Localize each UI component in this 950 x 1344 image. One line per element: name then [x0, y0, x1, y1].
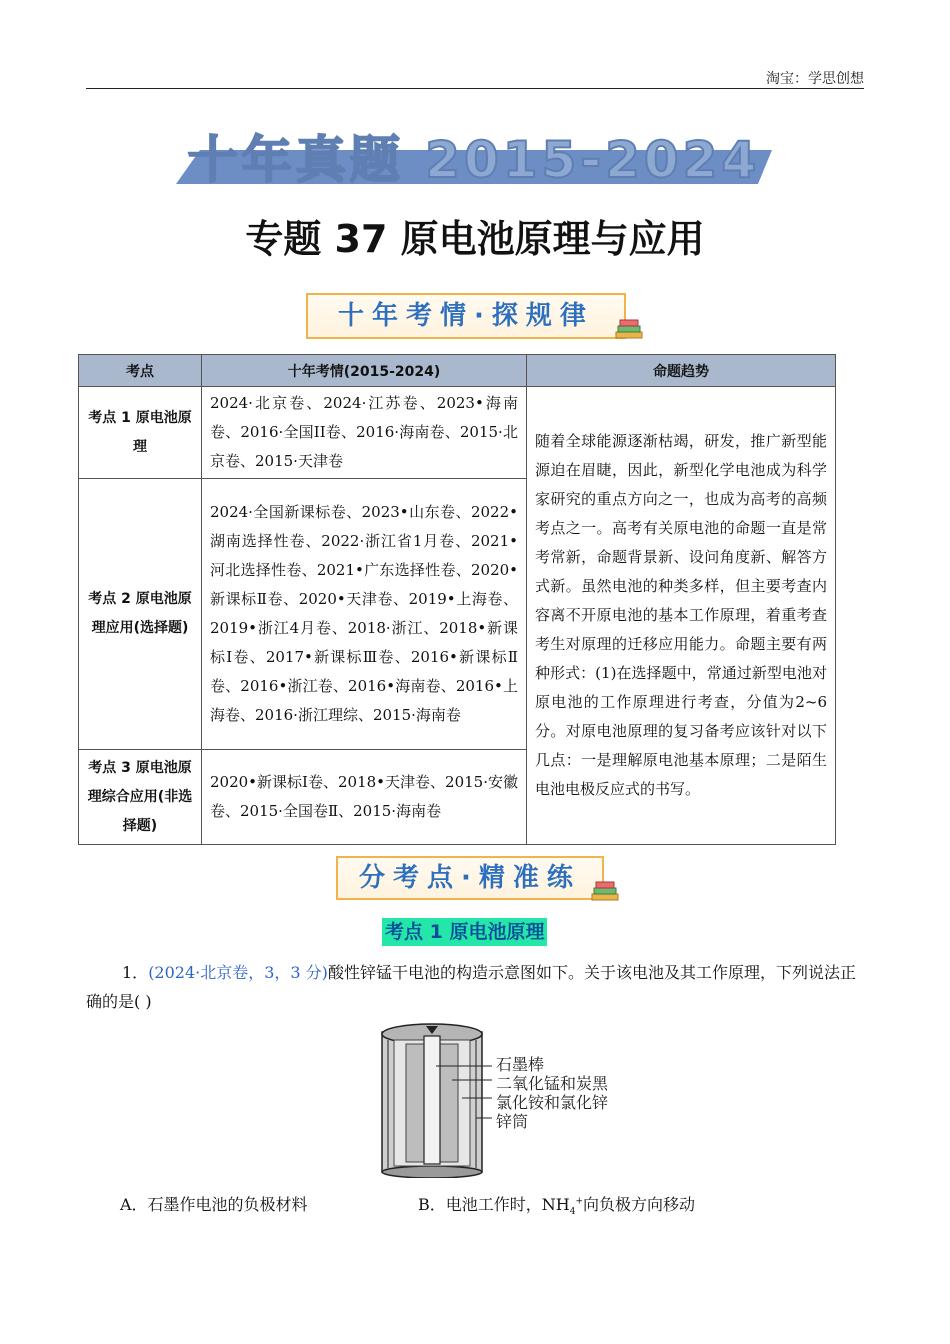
banner — [176, 116, 772, 188]
page-title: 专题 37 原电池原理与应用 — [245, 217, 705, 261]
question-text — [86, 958, 864, 1016]
option-a: A．石墨作电池的负极材料 — [120, 1195, 308, 1214]
label-graphite-rod: 石墨棒 — [496, 1055, 545, 1074]
option-b-prefix: B．电池工作时，NH — [418, 1195, 570, 1214]
label-zinc-can: 锌筒 — [496, 1112, 529, 1131]
question-number: 1． — [122, 963, 149, 982]
history-cell: 2020•新课标Ⅰ卷、2018•天津卷、2015·安徽卷、2015·全国卷Ⅱ、2015·海南卷 — [202, 750, 527, 845]
question-stem: 酸性锌锰干电池的构造示意图如下。关于该电池及其工作原理，下列说法正确的是( ) — [86, 963, 856, 1011]
label-mno2-carbon: 二氧化锰和炭黑 — [496, 1074, 609, 1093]
badge-ten-year: 十年考情·探规律 — [306, 293, 626, 339]
books-icon — [590, 880, 620, 902]
point-cell: 考点 2 原电池原理应用(选择题) — [79, 479, 202, 750]
header-history: 十年考情(2015-2024) — [202, 355, 527, 387]
label-nh4cl-zncl2: 氯化铵和氯化锌 — [496, 1093, 609, 1112]
option-b-suffix: 向负极方向移动 — [583, 1195, 696, 1214]
point-cell: 考点 3 原电池原理综合应用(非选择题) — [79, 750, 202, 845]
section-title: 考点 1 原电池原理 — [382, 918, 547, 946]
battery-diagram — [376, 1022, 616, 1178]
header-point: 考点 — [79, 355, 202, 387]
history-cell: 2024·北京卷、2024·江苏卷、2023•海南卷、2016·全国II卷、2016·海南卷、2015·北京卷、2015·天津卷 — [202, 387, 527, 479]
point-cell: 考点 1 原电池原理 — [79, 387, 202, 479]
trend-cell: 随着全球能源逐渐枯竭，研发，推广新型能源迫在眉睫，因此，新型化学电池成为科学家研究的重点方向之一，也成为高考的高频考点之一。高考有关原电池的命题一直是常考常新，命题背景新、设问角度新、解答方式新。虽然电池的种类多样，但主要考查内容离不开原电池的基本工作原理，着重考查考生对原理的迁移应用能力。命题主要有两种形式：(1)在选择题中，常通过新型电池对原电池的工作原理进行考查，分值为2~6分。对原电池原理的复习备考应该针对以下几点：一是理解原电池基本原理；二是陌生电池电极反应式的书写。 — [527, 387, 836, 845]
header-divider — [86, 88, 864, 89]
table-header-row — [79, 355, 836, 387]
books-icon — [614, 318, 644, 340]
option-b-sub: 4 — [569, 1207, 576, 1218]
badge-practice: 分考点·精准练 — [336, 856, 604, 900]
question-source: (2024·北京卷，3，3 分) — [148, 963, 328, 982]
option-b-sup: + — [575, 1196, 583, 1207]
history-cell: 2024·全国新课标卷、2023•山东卷、2022•湖南选择性卷、2022·浙江省1月卷、2021•河北选择性卷、2021•广东选择性卷、2020•新课标Ⅱ卷、2020•天津卷、2019•上海卷、2019•浙江4月卷、2018·浙江、2018•新课标Ⅰ卷、2017•新课标Ⅲ卷、2016•新课标Ⅱ卷、2016•浙江卷、2016•海南卷、2016•上海卷、2016·浙江理综、2015·海南卷 — [202, 479, 527, 750]
header-note: 淘宝：学思创想 — [766, 71, 864, 87]
exam-info-table — [78, 354, 836, 845]
table-row — [79, 387, 836, 479]
header-trend: 命题趋势 — [527, 355, 836, 387]
option-b — [418, 1192, 695, 1217]
banner-title: 十年真题 2015-2024 — [187, 131, 761, 189]
